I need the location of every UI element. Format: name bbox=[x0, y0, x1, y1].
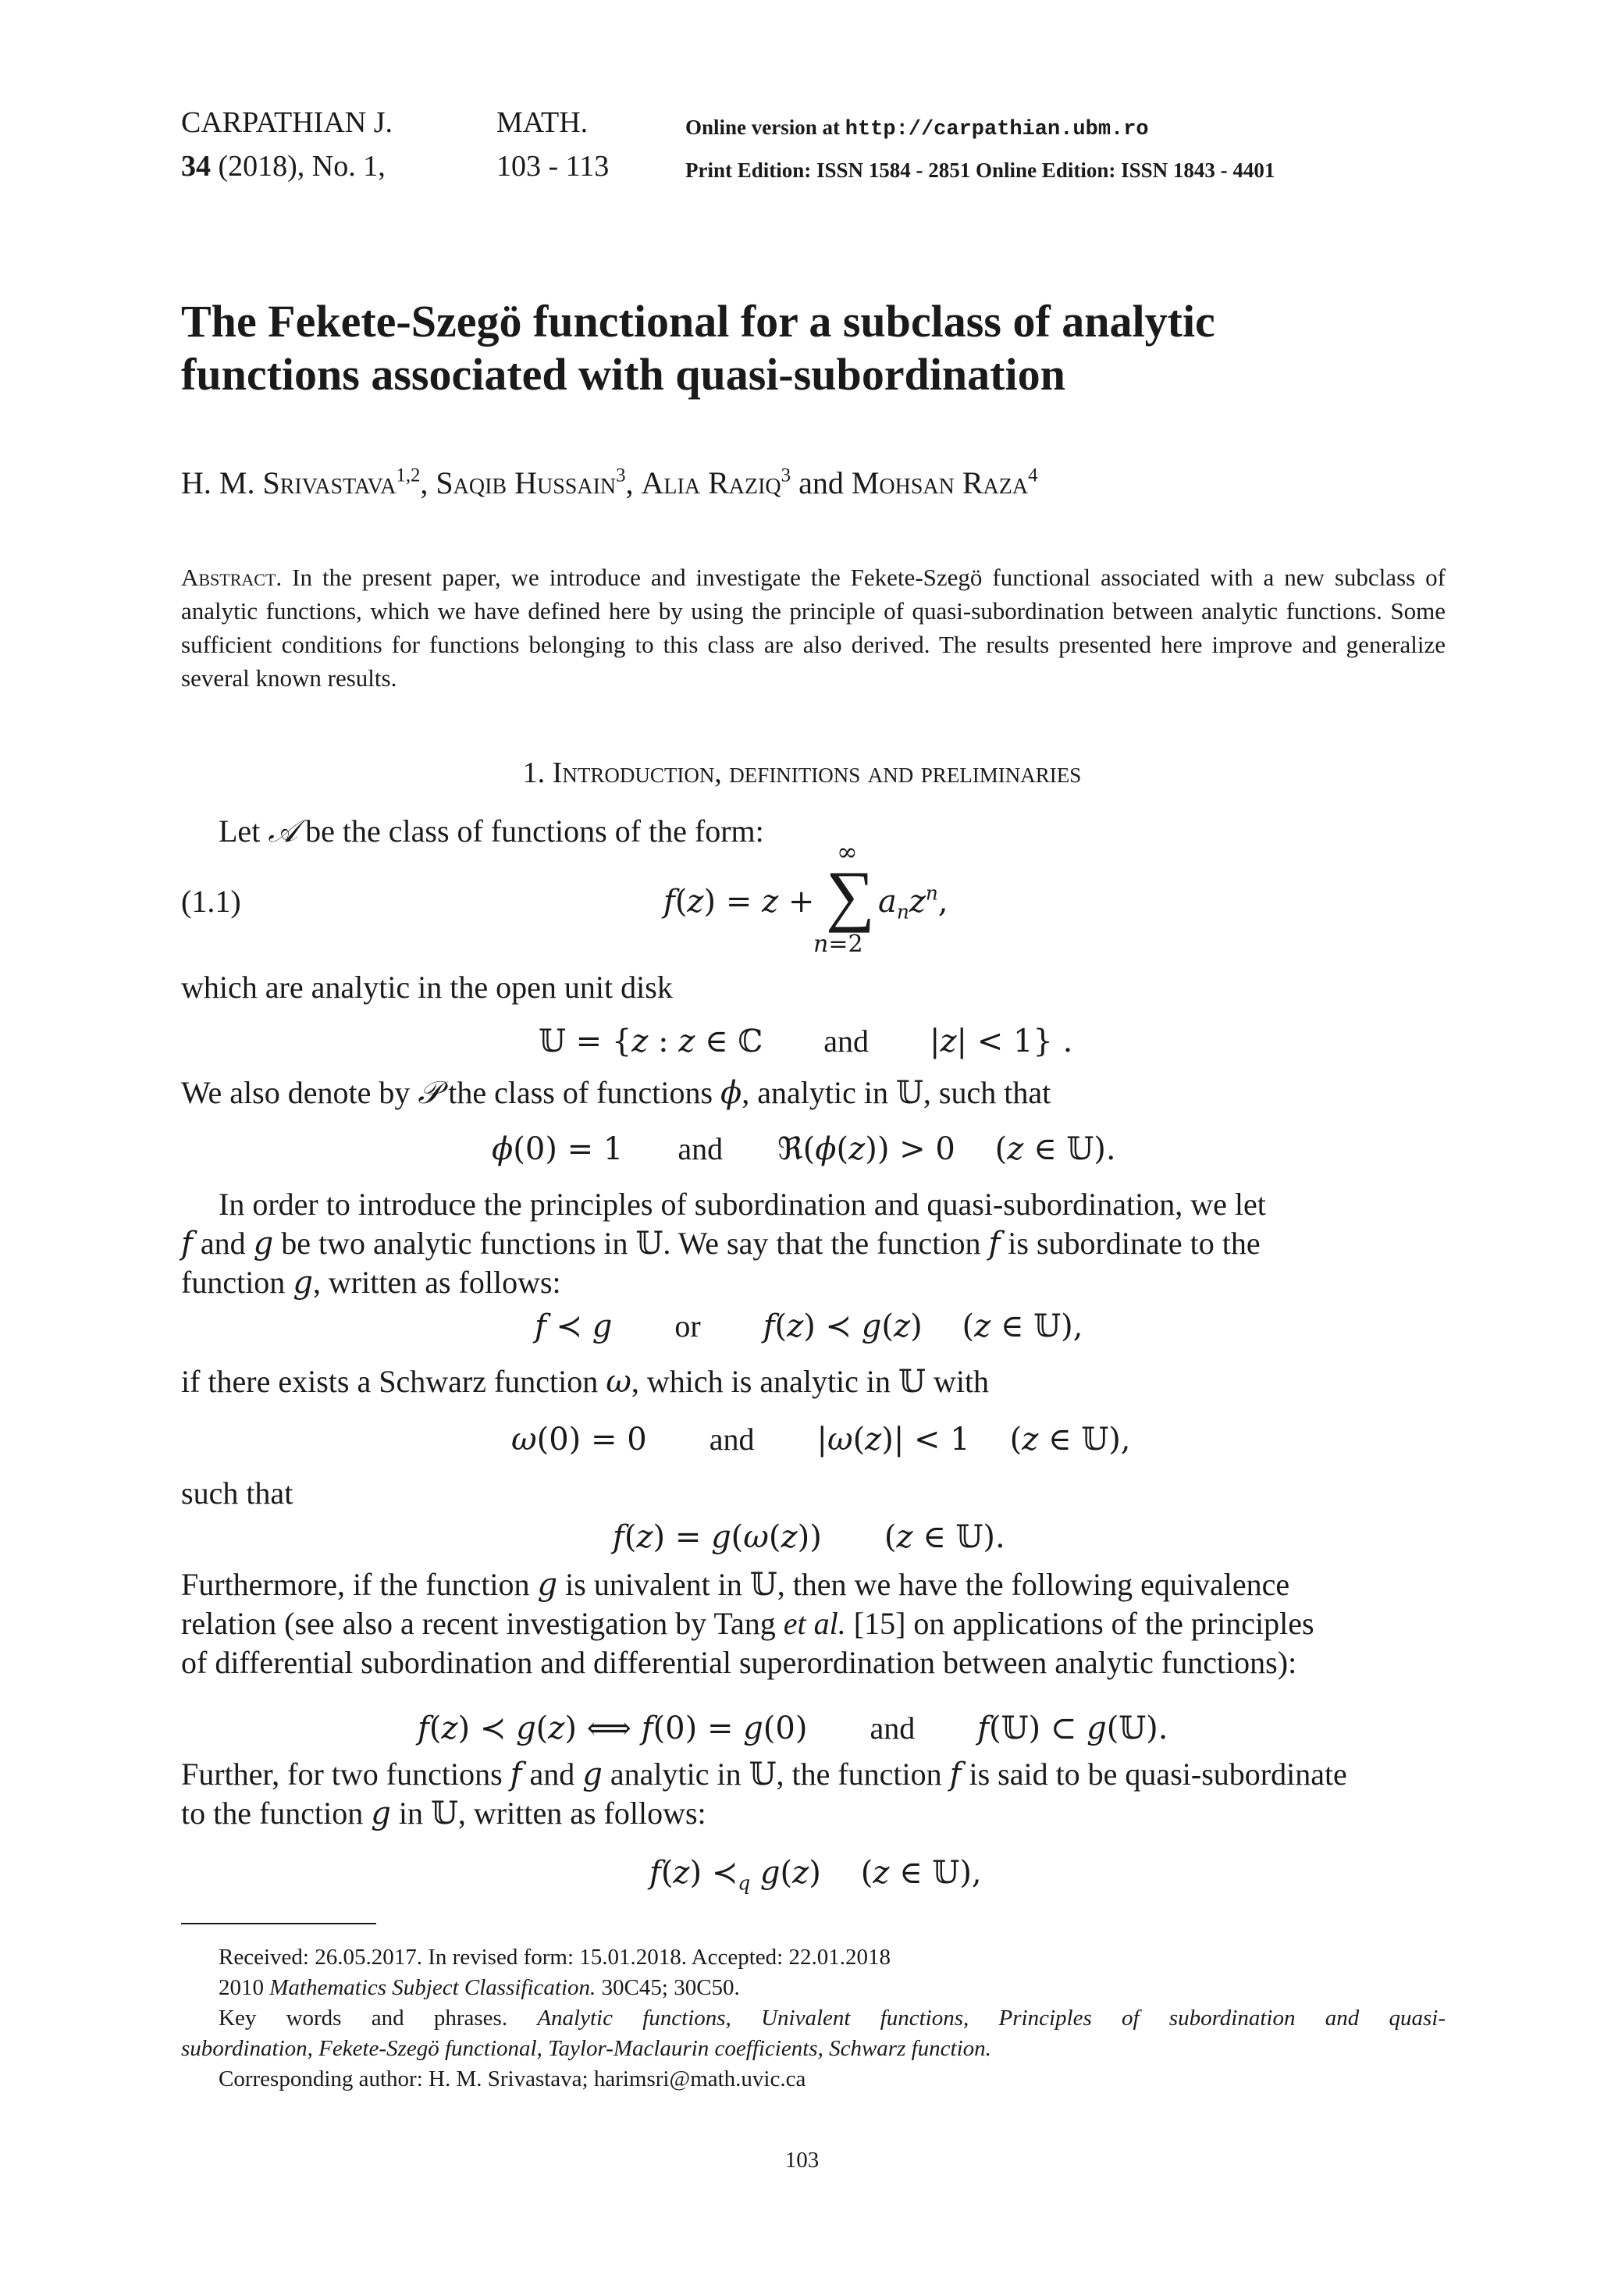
received-dates: Received: 26.05.2017. In revised form: 15.01.2018. Accepted: 22.01.2018 bbox=[219, 1945, 891, 1970]
online-label: Online version at bbox=[685, 116, 841, 139]
para-class-a: Let 𝒜 be the class of functions of the form: bbox=[219, 813, 764, 849]
journal-subject: MATH. bbox=[496, 106, 589, 139]
quasi-subordination-notation: f(z) $≺_q$ g(z) (z ∈ 𝕌), bbox=[649, 1855, 982, 1895]
subordination-equation: f(z) = g(ω(z)) (z ∈ 𝕌). bbox=[613, 1519, 1005, 1555]
author-3: Alia Raziq$^3$ bbox=[641, 465, 791, 500]
author-list: H. M. Srivastava$^{1,2}$, Saqib Hussain$^3$, Alia Raziq$^3$ and Mohsan Raza$^4$ bbox=[181, 465, 1038, 500]
equivalence-relation: f(z) ≺ g(z) ⟺ f(0) = g(0) and f(𝕌) ⊂ g(𝕌). bbox=[418, 1710, 1168, 1746]
unit-disk-definition: 𝕌 = {z : z ∈ ℂ and |z| < 1} . bbox=[539, 1023, 1073, 1059]
volume-issue bbox=[181, 147, 386, 186]
para-equivalence: Furthermore, if the function g is univalent in 𝕌, then we have the following equivalence relation (see also a recent investigation by Tang et al. [15] on applications of the principles of differential subordination and differential superordination between analytic functions): bbox=[181, 1567, 1314, 1680]
author-4: Mohsan Raza$^4$ bbox=[851, 465, 1038, 500]
para-schwarz: if there exists a Schwarz function ω, which is analytic in 𝕌 with bbox=[181, 1364, 990, 1400]
journal-url[interactable]: http://carpathian.ubm.ro bbox=[845, 118, 1149, 141]
paper-title bbox=[181, 295, 1215, 401]
abstract-label: Abstract. bbox=[181, 564, 283, 591]
volume: 34 bbox=[181, 150, 211, 183]
subordination-notation: f ≺ g or f(z) ≺ g(z) (z ∈ 𝕌), bbox=[535, 1308, 1083, 1344]
journal-name: CARPATHIAN J. bbox=[181, 106, 393, 139]
title-line-2: functions associated with quasi-subordination bbox=[181, 349, 1065, 400]
page-number: 103 bbox=[784, 2148, 820, 2173]
page-range: 103 - 113 bbox=[496, 150, 610, 183]
schwarz-conditions: ω(0) = 0 and |ω(z)| < 1 (z ∈ 𝕌), bbox=[511, 1422, 1131, 1458]
para-quasi-subordinate: Further, for two functions f and g analytic in 𝕌, the function f is said to be quasi-subordinate to the function g in 𝕌, written as follows: bbox=[181, 1757, 1347, 1831]
keywords-cont: subordination, Fekete-Szegö functional, Taylor-Maclaurin coefficients, Schwarz function. bbox=[181, 2036, 991, 2061]
author-2: Saqib Hussain$^3$ bbox=[436, 465, 626, 500]
online-version bbox=[685, 108, 1149, 149]
equation-label: (1.1) bbox=[181, 884, 241, 919]
para-analytic-disk: which are analytic in the open unit disk bbox=[181, 970, 673, 1005]
class-p-condition: ϕ(0) = 1 and ℜ(ϕ(z)) > 0 (z ∈ 𝕌). bbox=[492, 1131, 1116, 1167]
para-class-p: We also denote by 𝒫 the class of functions ϕ, analytic in 𝕌, such that bbox=[181, 1075, 1051, 1111]
section-heading: 1. Introduction, definitions and preliminaries bbox=[522, 756, 1082, 789]
para-subordination-intro: In order to introduce the principles of subordination and quasi-subordination, we let f and g be two analytic functions in 𝕌. We say that the function f is subordinate to the function g, written as follows: bbox=[181, 1187, 1266, 1301]
footnotes bbox=[181, 1942, 1446, 2095]
abstract bbox=[181, 561, 1446, 695]
author-1: H. M. Srivastava$^{1,2}$ bbox=[181, 465, 421, 500]
footnote-rule bbox=[181, 1923, 376, 1924]
corresponding-author: Corresponding author: H. M. Srivastava; harimsri@math.uvic.ca bbox=[219, 2066, 806, 2091]
keywords: Key words and phrases. Analytic functions, Univalent functions, Principles of subordination and quasi- bbox=[219, 2006, 1446, 2031]
issn-info: Print Edition: ISSN 1584 - 2851 Online Edition: ISSN 1843 - 4401 bbox=[685, 158, 1275, 182]
issue: (2018), No. 1, bbox=[218, 150, 386, 183]
author-connector: and bbox=[798, 465, 844, 500]
para-such-that: such that bbox=[181, 1475, 293, 1511]
title-line-1: The Fekete-Szegö functional for a subclass of analytic bbox=[181, 296, 1215, 347]
abstract-text: In the present paper, we introduce and investigate the Fekete-Szegö functional associated with a new subclass of analytic functions, which we have defined here by using the principle of quasi-subordination between analytic functions. Some sufficient conditions for functions belonging to this class are also derived. The results presented here improve and generalize several known results. bbox=[181, 564, 1446, 692]
msc-classification: 2010 Mathematics Subject Classification. 30C45; 30C50. bbox=[219, 1975, 740, 2000]
